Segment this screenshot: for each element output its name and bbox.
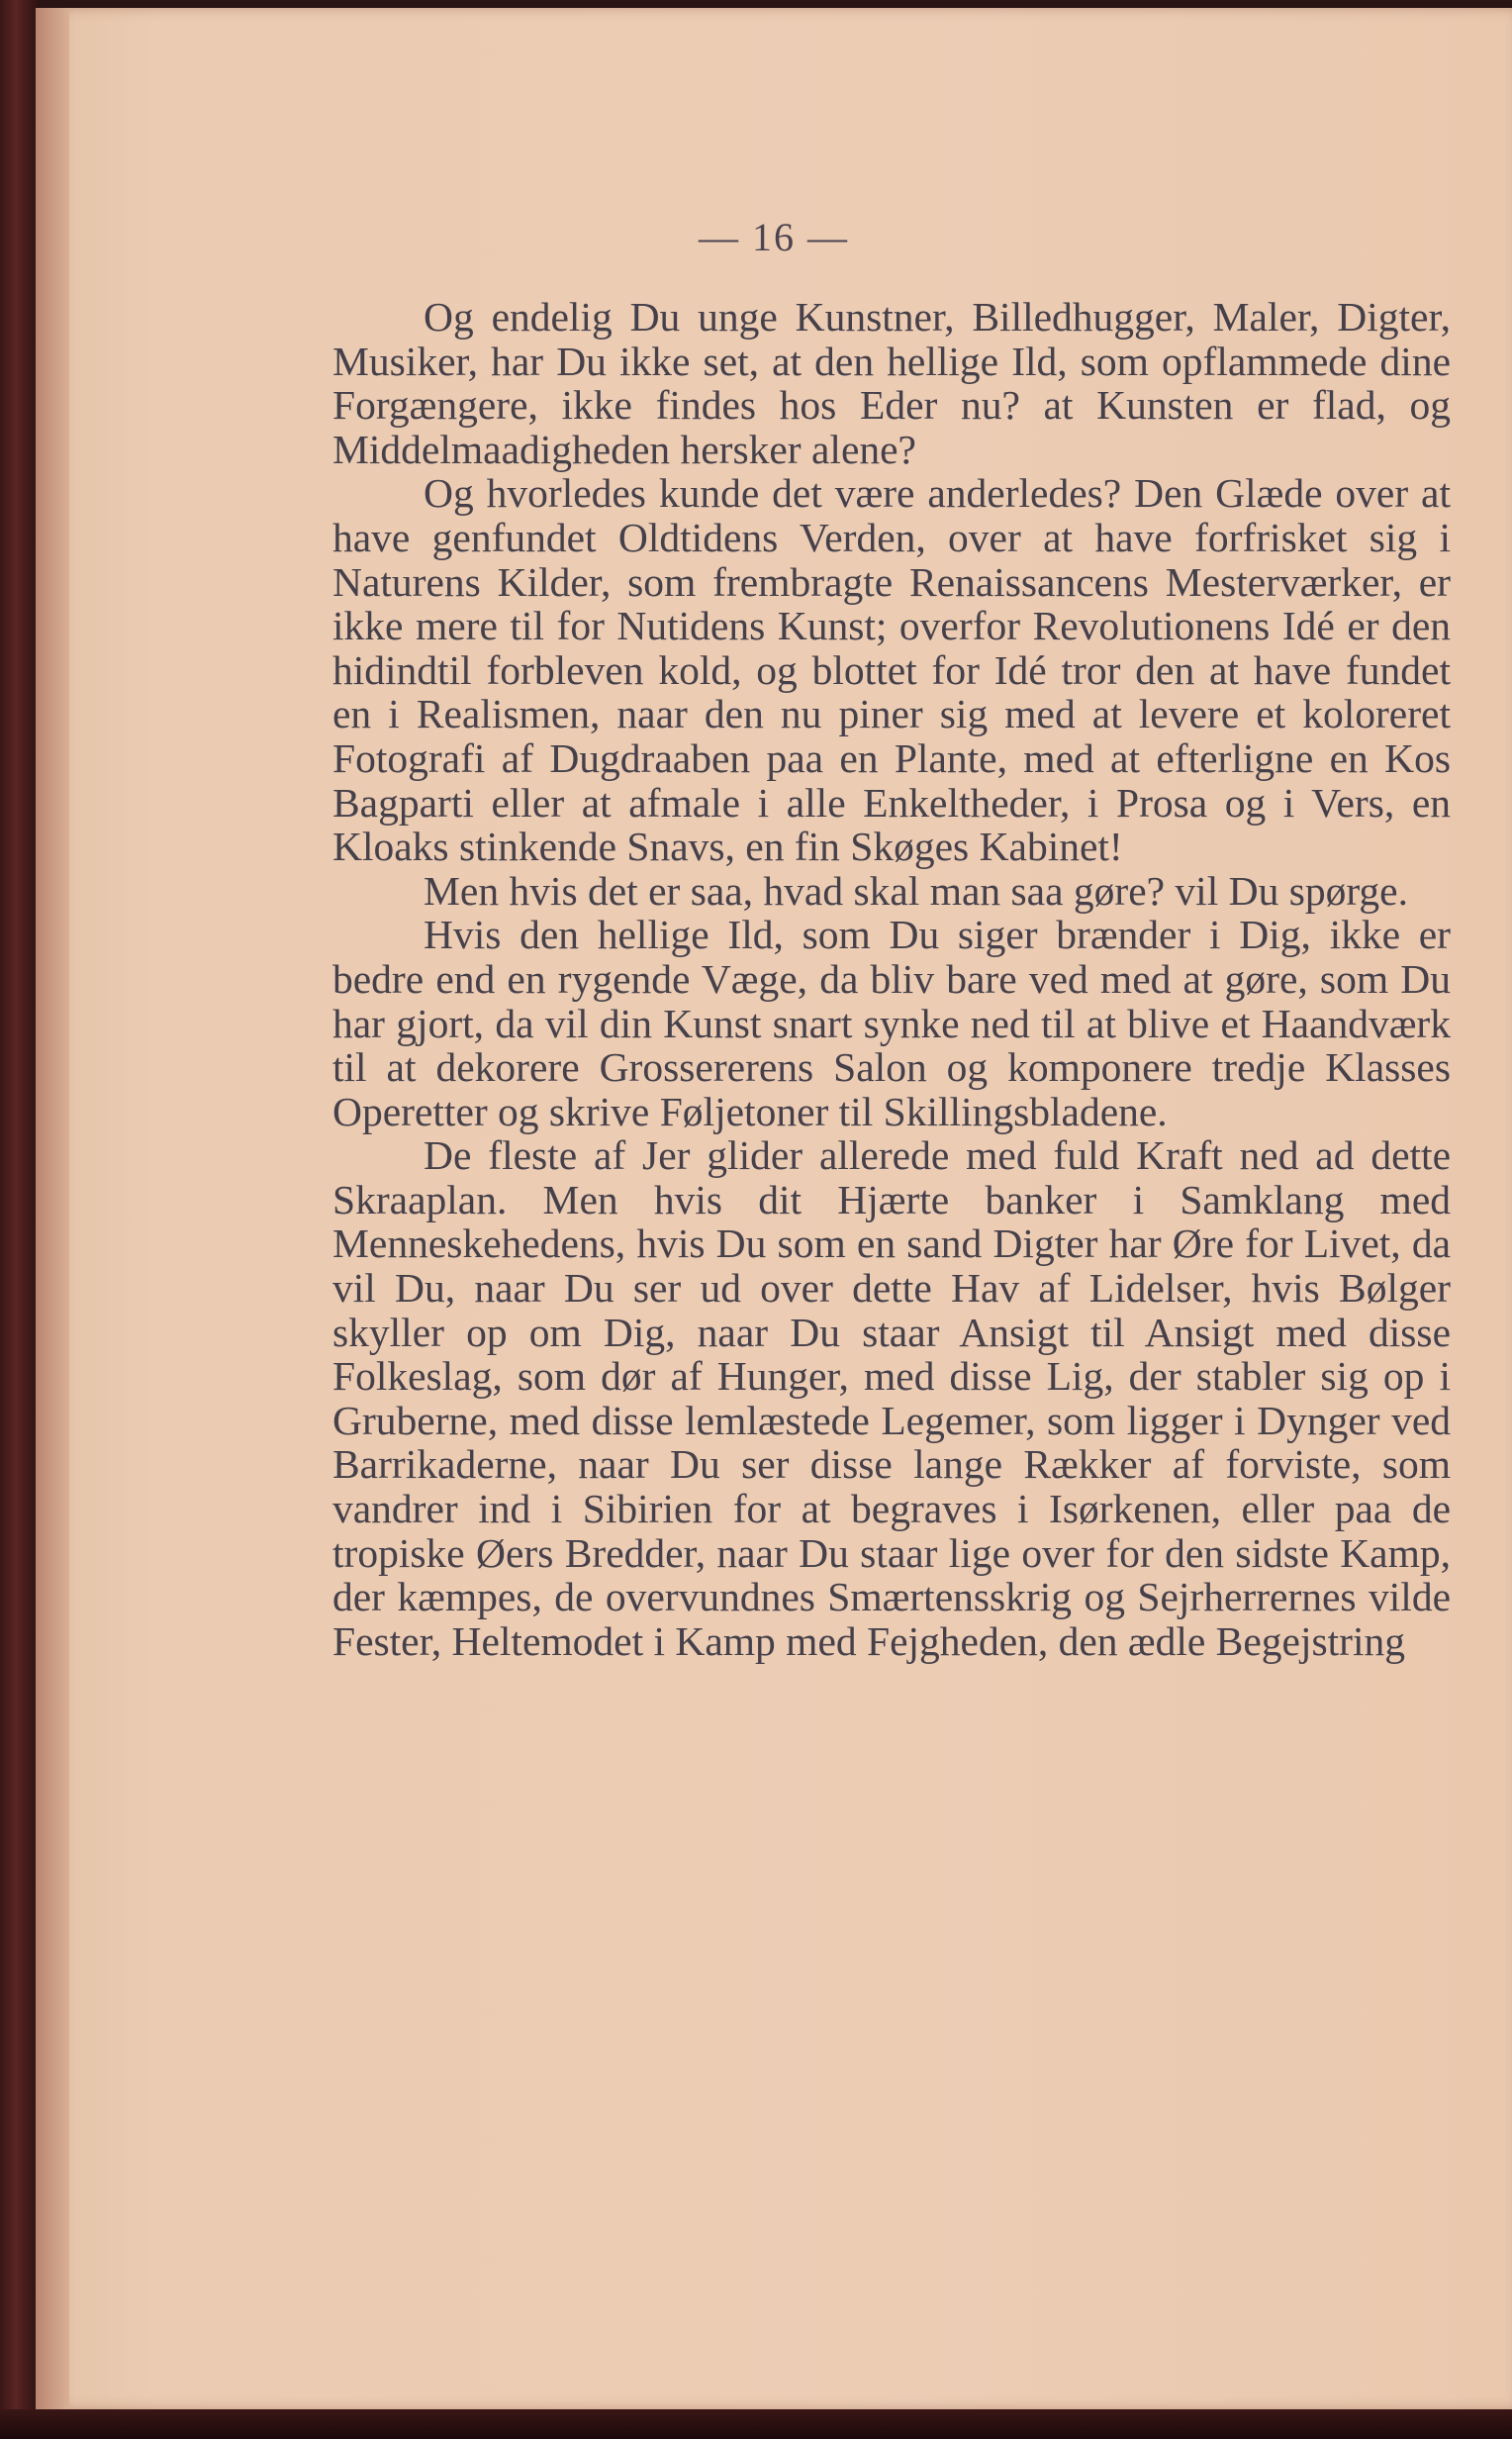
page-body [332,295,1451,1663]
paragraph-4: Hvis den hellige Ild, som Du siger brænder i Dig, ikke er bedre end en rygende Væge, da bliv bare ved med at gøre, som Du har gjort, da vil din Kunst snart synke ned til at blive et Haandværk til at dekorere Grossererens Salon og komponere tredje Klasses Operetter og skrive Føljetoner til Skillingsbladene. [332,912,1451,1134]
paragraph-2: Og hvorledes kunde det være anderledes? Den Glæde over at have genfundet Oldtidens Verden, over at have forfrisket sig i Naturens Kilder, som frembragte Renaissancens Mesterværker, er ikke mere til for Nutidens Kunst; overfor Revolutionens Idé er den hidindtil forbleven kold, og blottet for Idé tror den at have fundet en i Realismen, naar den nu piner sig med at levere et koloreret Fotografi af Dugdraaben paa en Plante, med at efterligne en Kos Bagparti eller at afmale i alle Enkeltheder, i Prosa og i Vers, en Kloaks stinkende Snavs, en fin Skøges Kabinet! [332,470,1451,870]
book-binding-bottom [0,2409,1512,2439]
paragraph-5: De fleste af Jer glider allerede med fuld Kraft ned ad dette Skraaplan. Men hvis dit Hjærte banker i Samklang med Menneskehedens, hvis Du som en sand Digter har Øre for Livet, da vil Du, naar Du ser ud over dette Hav af Lidelser, hvis Bølger skyller op om Dig, naar Du staar Ansigt til Ansigt med disse Folkeslag, som dør af Hunger, med disse Lig, der stabler sig op i Gruberne, med disse lemlæstede Legemer, som ligger i Dynger ved Barrikaderne, naar Du ser disse lange Rækker af forviste, som vandrer ind i Sibirien for at begraves i Isørkenen, eller paa de tropiske Øers Bredder, naar Du staar lige over for den sidste Kamp, der kæmpes, de overvundnes Smærtensskrig og Sejrherrernes vilde Fester, Heltemodet i Kamp med Fejgheden, den ædle Begejstring [332,1132,1451,1664]
book-binding-left [0,0,40,2439]
paragraph-3: Men hvis det er saa, hvad skal man saa gøre? vil Du spørge. [424,867,1408,914]
page-gutter [36,8,69,2409]
paragraph-1: Og endelig Du unge Kunstner, Billedhugger, Maler, Digter, Musiker, har Du ikke set, at den hellige Ild, som opflammede dine Forgængere, ikke findes hos Eder nu? at Kunsten er flad, og Middelmaadigheden hersker alene? [332,294,1451,472]
book-page [36,8,1512,2409]
page-number-header: — 16 — [699,215,849,259]
